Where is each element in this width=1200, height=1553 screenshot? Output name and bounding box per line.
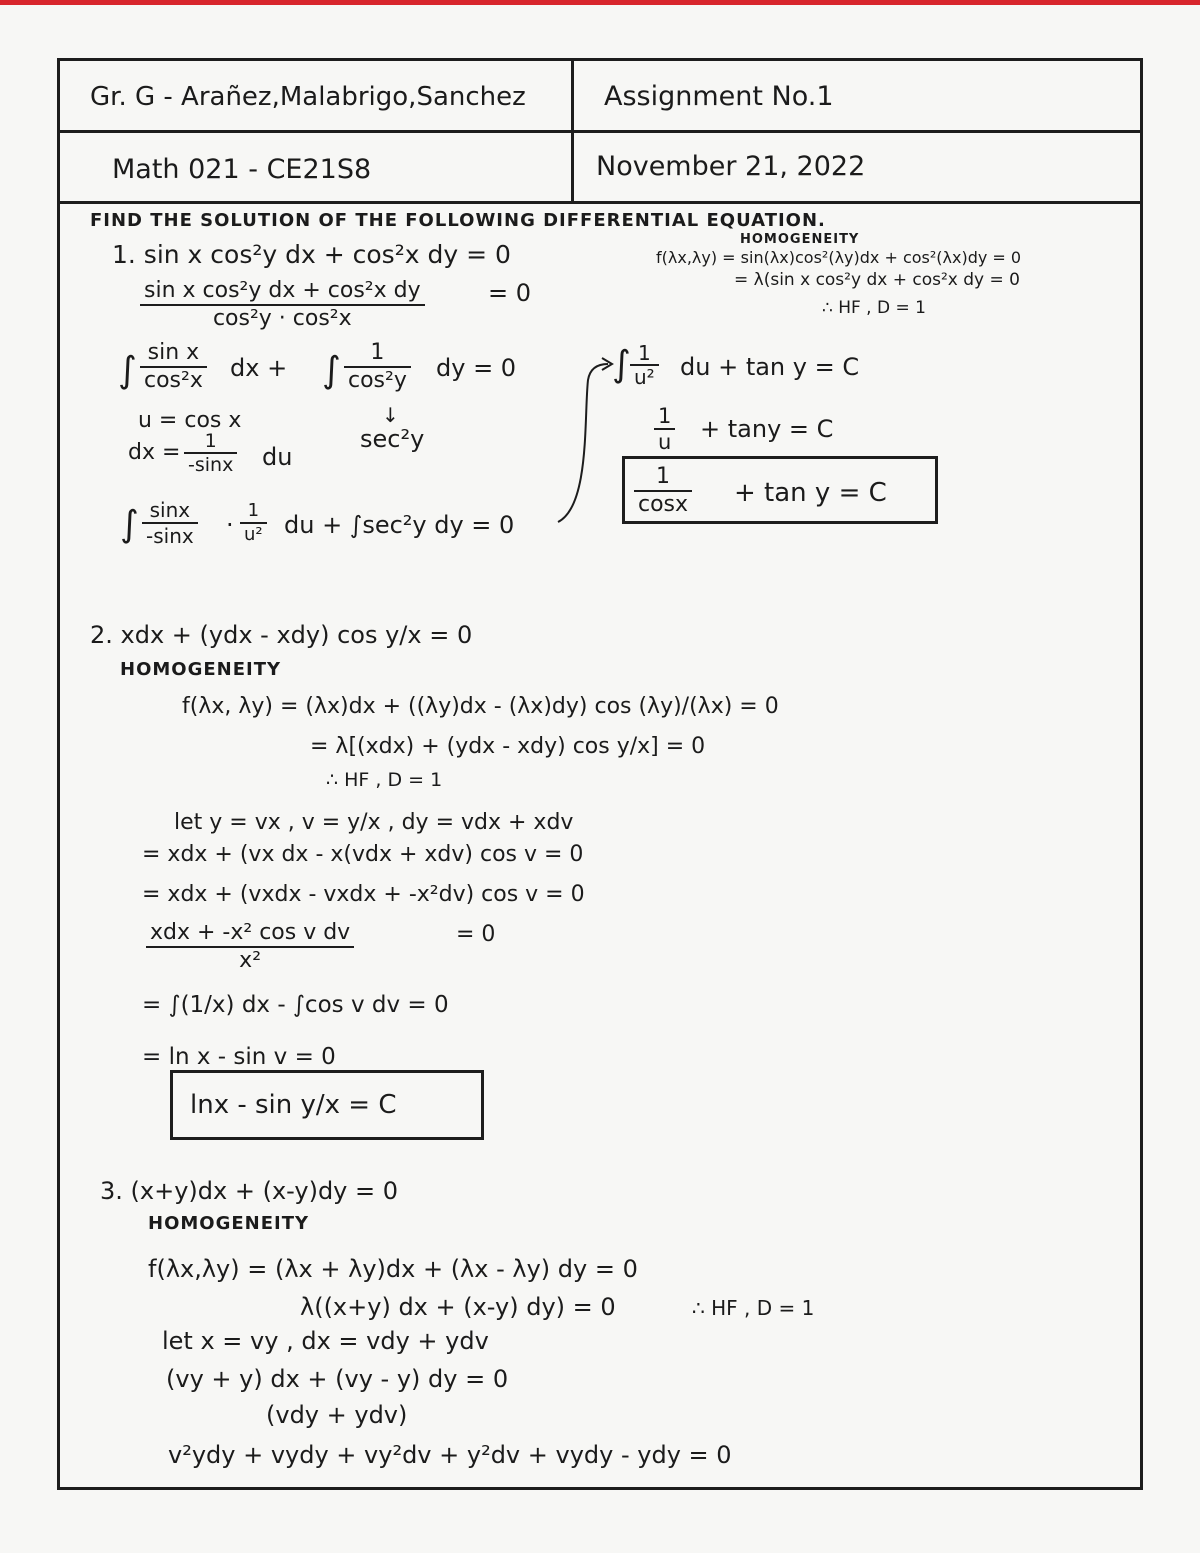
p2-line-9: = ln x - sin v = 0 bbox=[142, 1044, 336, 1070]
p1-division-eq: = 0 bbox=[488, 279, 532, 307]
p1-r1-tail: du + tan y = C bbox=[680, 353, 860, 381]
p1-dx-den: -sinx bbox=[188, 454, 234, 476]
p2-answer: lnx - sin y/x = C bbox=[190, 1090, 397, 1120]
p1-integrand-b-tail: dy = 0 bbox=[436, 354, 517, 382]
header-column-divider bbox=[571, 58, 574, 203]
p3-line-1: f(λx,λy) = (λx + λy)dx + (λx - λy) dy = 0 bbox=[148, 1255, 638, 1283]
p2-line-7-tail: = 0 bbox=[456, 922, 496, 947]
header-divider-1 bbox=[57, 130, 1143, 133]
p2-line-1: f(λx, λy) = (λx)dx + ((λy)dx - (λx)dy) cos (λy)/(λx) = 0 bbox=[182, 694, 779, 719]
p1-integrand-a bbox=[140, 340, 207, 394]
p1-division-num: sin x cos²y dx + cos²x dy bbox=[140, 278, 425, 306]
header-date: November 21, 2022 bbox=[596, 151, 866, 182]
p1-integrand-b-num: 1 bbox=[344, 340, 411, 368]
p1-r2-tail: + tany = C bbox=[700, 415, 834, 443]
p1-integrand-a-tail: dx + bbox=[230, 354, 288, 382]
header-course: Math 021 - CE21S8 bbox=[112, 154, 372, 185]
p1-dx-frac bbox=[184, 430, 237, 476]
p1-answer-frac bbox=[634, 464, 692, 518]
header-divider-2 bbox=[57, 201, 1143, 204]
p1-sub-frac-b bbox=[240, 500, 267, 546]
p2-line-2: = λ[(xdx) + (ydx - xdy) cos y/x] = 0 bbox=[310, 734, 706, 759]
p1-integral-sign-a: ∫ bbox=[118, 350, 137, 391]
p1-answer-tail: + tan y = C bbox=[734, 478, 887, 508]
p1-sub-a-den: -sinx bbox=[146, 524, 194, 548]
p1-division-den: cos²y · cos²x bbox=[212, 306, 352, 331]
p1-integrand-a-den: cos²x bbox=[144, 368, 203, 393]
p1-connector-bracket bbox=[550, 356, 620, 526]
p1-r2-frac bbox=[654, 404, 675, 454]
p1-dx-tail: du bbox=[262, 443, 293, 471]
p3-line-6: v²ydy + vydy + vy²dv + y²dv + vydy - ydy = 0 bbox=[168, 1441, 732, 1469]
p1-down-arrow: ↓ bbox=[382, 403, 399, 427]
p3-line-4: (vy + y) dx + (vy - y) dy = 0 bbox=[166, 1365, 509, 1393]
p2-line-6: = xdx + (vxdx - vxdx + -x²dv) cos v = 0 bbox=[142, 882, 585, 907]
instruction: FIND THE SOLUTION OF THE FOLLOWING DIFFERENTIAL EQUATION. bbox=[90, 210, 826, 231]
p1-homog-2: = λ(sin x cos²y dx + cos²x dy = 0 bbox=[734, 270, 1020, 290]
p1-integrand-b bbox=[344, 340, 411, 394]
p2-problem: 2. xdx + (ydx - xdy) cos y/x = 0 bbox=[90, 621, 473, 649]
p1-u-def: u = cos x bbox=[138, 408, 242, 433]
p1-r1-num: 1 bbox=[630, 342, 659, 366]
p1-r1-den: u² bbox=[634, 365, 655, 389]
p1-answer-num: 1 bbox=[634, 464, 692, 492]
p1-problem: 1. sin x cos²y dx + cos²x dy = 0 bbox=[112, 240, 511, 269]
p2-line-5: = xdx + (vx dx - x(vdx + xdv) cos v = 0 bbox=[142, 842, 584, 867]
p1-homog-3: ∴ HF , D = 1 bbox=[822, 298, 926, 318]
p2-line-7-den: x² bbox=[239, 948, 262, 973]
p2-line-3: ∴ HF , D = 1 bbox=[326, 769, 443, 791]
top-edge-strip bbox=[0, 0, 1200, 5]
p3-line-2: λ((x+y) dx + (x-y) dy) = 0 bbox=[300, 1293, 616, 1321]
p1-r2-den: u bbox=[658, 430, 672, 454]
p2-line-4: let y = vx , v = y/x , dy = vdx + xdv bbox=[174, 810, 574, 835]
p1-sub-frac-a bbox=[142, 498, 198, 548]
p1-sec: sec²y bbox=[360, 425, 425, 453]
p1-integral-sign-c: ∫ bbox=[120, 504, 139, 545]
p1-dx-num: 1 bbox=[184, 430, 237, 454]
p2-line-7-num: xdx + -x² cos v dv bbox=[146, 920, 354, 948]
p1-dx-def: dx = bbox=[128, 440, 181, 465]
p1-answer-den: cosx bbox=[638, 492, 689, 517]
p1-integral-sign-b: ∫ bbox=[322, 350, 341, 391]
header-group: Gr. G - Arañez,Malabrigo,Sanchez bbox=[90, 82, 526, 112]
p1-sub-tail: du + ∫sec²y dy = 0 bbox=[284, 511, 515, 539]
header-assignment: Assignment No.1 bbox=[604, 81, 834, 112]
p3-homog-label: HOMOGENEITY bbox=[148, 1213, 310, 1234]
p1-r1-frac bbox=[630, 342, 659, 388]
p1-integral-sign-d: ∫ bbox=[612, 344, 631, 385]
p1-integrand-a-num: sin x bbox=[140, 340, 207, 368]
p3-problem: 3. (x+y)dx + (x-y)dy = 0 bbox=[100, 1177, 399, 1205]
p1-sub-dot: · bbox=[226, 511, 234, 539]
p3-line-5: (vdy + ydv) bbox=[266, 1401, 408, 1429]
p2-line-8: = ∫(1/x) dx - ∫cos v dv = 0 bbox=[142, 992, 449, 1018]
p1-division bbox=[140, 278, 425, 332]
p2-line-7-frac bbox=[146, 920, 354, 974]
p1-integrand-b-den: cos²y bbox=[348, 368, 407, 393]
p1-homog-1: f(λx,λy) = sin(λx)cos²(λy)dx + cos²(λx)dy = 0 bbox=[656, 248, 1022, 267]
p3-line-2-tail: ∴ HF , D = 1 bbox=[692, 1296, 815, 1320]
p1-sub-b-num: 1 bbox=[240, 500, 267, 524]
p3-line-3: let x = vy , dx = vdy + ydv bbox=[162, 1327, 489, 1355]
p1-sub-a-num: sinx bbox=[142, 498, 198, 524]
p1-homog-label: HOMOGENEITY bbox=[740, 232, 860, 247]
p2-homog-label: HOMOGENEITY bbox=[120, 659, 282, 680]
p1-r2-num: 1 bbox=[654, 404, 675, 430]
p1-sub-b-den: u² bbox=[244, 524, 263, 545]
